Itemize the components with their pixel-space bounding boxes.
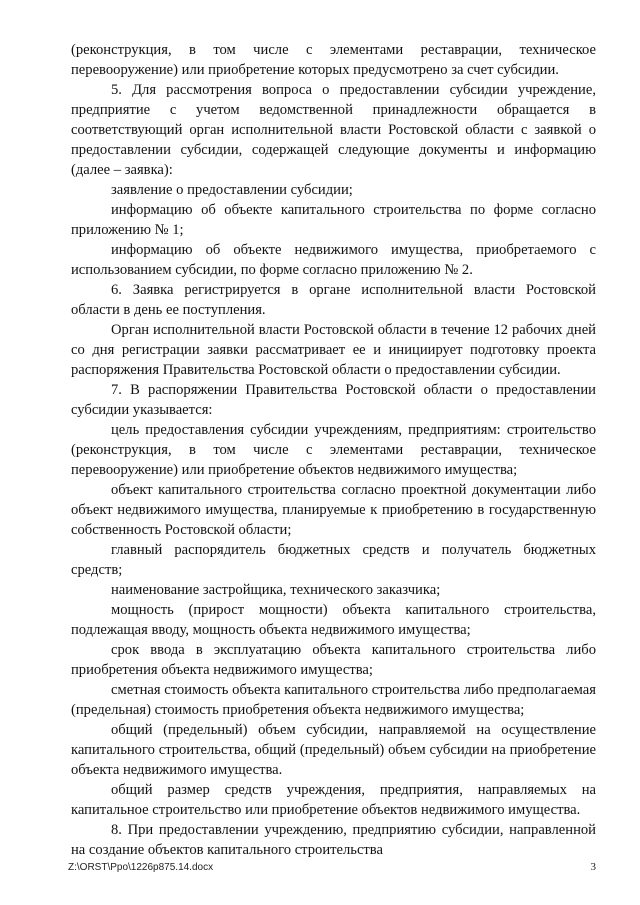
- paragraph: общий (предельный) объем субсидии, направляемой на осуществление капитального строительства, общий (предельный) объем субсидии на приобретение объекта недвижимого имущества.: [71, 722, 596, 778]
- paragraph: общий размер средств учреждения, предприятия, направляемых на капитальное строительство или приобретение объектов недвижимого имущества.: [71, 782, 596, 818]
- paragraph: сметная стоимость объекта капитального строительства либо предполагаемая (предельная) стоимость приобретения объекта недвижимого имущества;: [71, 682, 596, 718]
- paragraph: информацию об объекте недвижимого имущества, приобретаемого с использованием субсидии, по форме согласно приложению № 2.: [71, 242, 596, 278]
- paragraph: 8. При предоставлении учреждению, предприятию субсидии, направленной на создание объектов капитального строительства: [71, 822, 596, 858]
- paragraph: информацию об объекте капитального строительства по форме согласно приложению № 1;: [71, 202, 596, 238]
- paragraph: объект капитального строительства согласно проектной документации либо объект недвижимого имущества, планируемые к приобретению в государственную собственность Ростовской области;: [71, 482, 596, 538]
- paragraph: 7. В распоряжении Правительства Ростовской области о предоставлении субсидии указывается:: [71, 382, 596, 418]
- paragraph: 5. Для рассмотрения вопроса о предоставлении субсидии учреждение, предприятие с учетом ведомственной принадлежности обращается в соответствующий орган исполнительной власти Ростовской области с заявкой о предоставлении субсидии, содержащей следующие документы и информацию (далее – заявка):: [71, 82, 596, 178]
- document-body: [71, 40, 596, 860]
- paragraph: (реконструкция, в том числе с элементами реставрации, техническое перевооружение) или приобретение которых предусмотрено за счет субсидии.: [71, 42, 596, 78]
- paragraph: Орган исполнительной власти Ростовской области в течение 12 рабочих дней со дня регистрации заявки рассматривает ее и инициирует подготовку проекта распоряжения Правительства Ростовской области о предоставлении субсидии.: [71, 322, 596, 378]
- paragraph: цель предоставления субсидии учреждениям, предприятиям: строительство (реконструкция, в том числе с элементами реставрации, техническое перевооружение) или приобретение объектов недвижимого имущества;: [71, 422, 596, 478]
- paragraph: срок ввода в эксплуатацию объекта капитального строительства либо приобретения объекта недвижимого имущества;: [71, 642, 596, 678]
- footer-file-path: Z:\ORST\Ppo\1226p875.14.docx: [68, 862, 214, 873]
- paragraph: мощность (прирост мощности) объекта капитального строительства, подлежащая вводу, мощность объекта недвижимого имущества;: [71, 602, 596, 638]
- paragraph: наименование застройщика, технического заказчика;: [111, 582, 441, 598]
- page-number: 3: [590, 861, 596, 873]
- paragraph: заявление о предоставлении субсидии;: [111, 182, 353, 198]
- paragraph: 6. Заявка регистрируется в органе исполнительной власти Ростовской области в день ее поступления.: [71, 282, 596, 318]
- paragraph: главный распорядитель бюджетных средств и получатель бюджетных средств;: [71, 542, 596, 578]
